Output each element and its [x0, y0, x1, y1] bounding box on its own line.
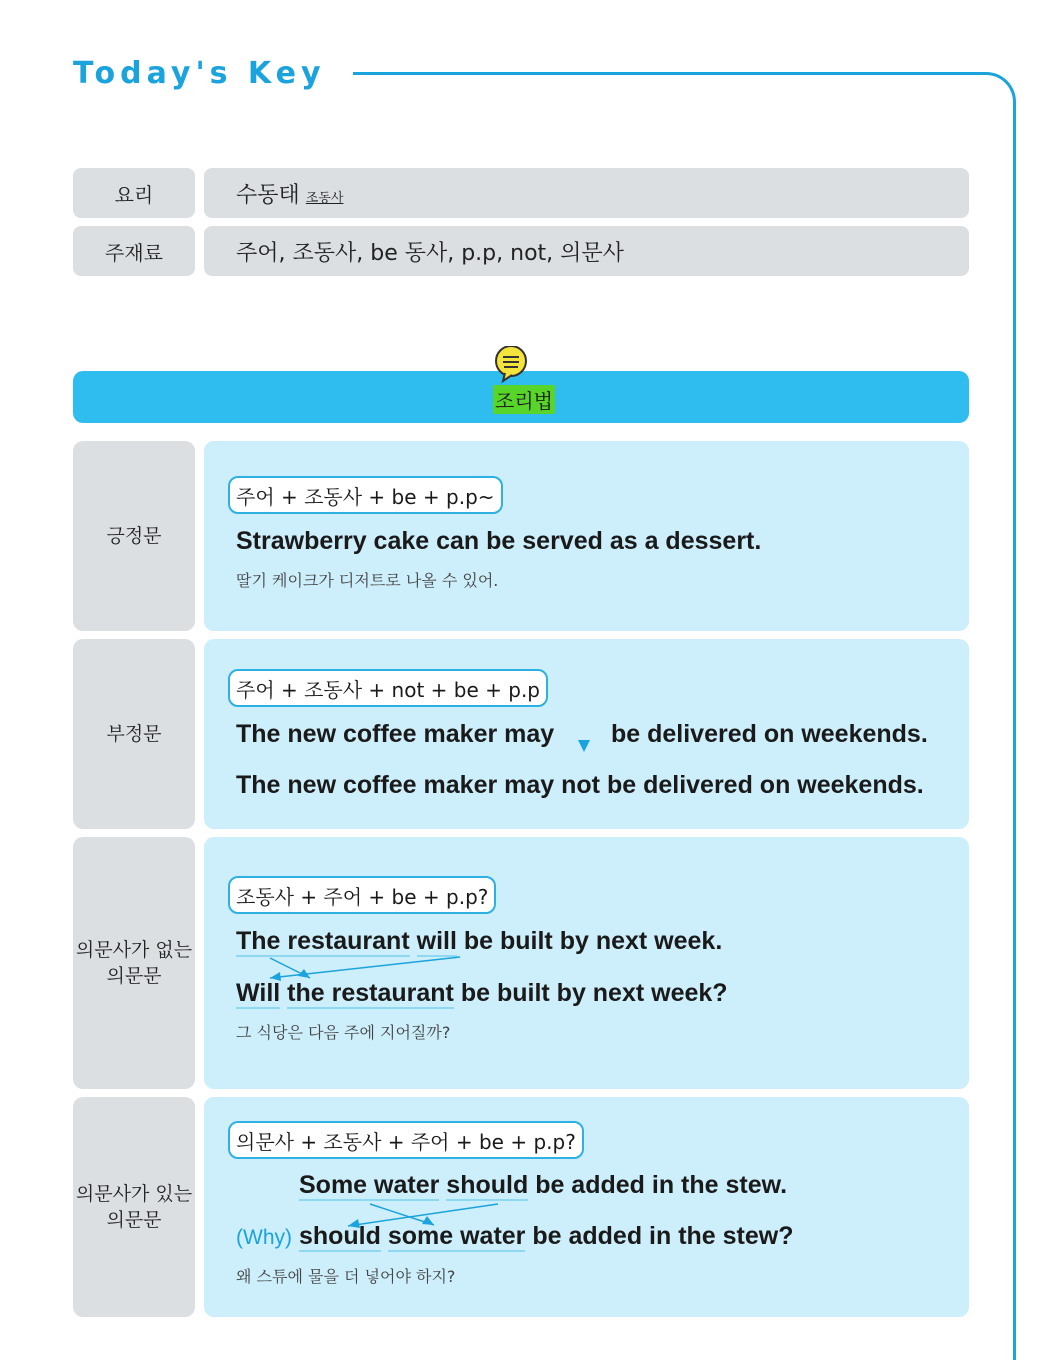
- formula-wh-question: 의문사 + 조동사 + 주어 + be + p.p?: [228, 1121, 584, 1159]
- yesno-s1-modal: will: [416, 927, 457, 955]
- wh-s1-subject: Some water: [299, 1171, 440, 1199]
- info-label-ingredients: 주재료: [73, 226, 195, 276]
- wh-s1-modal: should: [446, 1171, 529, 1199]
- wh-s2-modal: should: [298, 1222, 381, 1250]
- yesno-s1-subject: The restaurant: [236, 927, 410, 955]
- sentence-negative-b: be delivered on weekends.: [611, 720, 928, 748]
- info-dish-text: 수동태: [236, 182, 300, 208]
- wh-s1-rest: be added in the stew.: [535, 1171, 788, 1199]
- wh-s2-rest: be added in the stew?: [532, 1222, 794, 1250]
- row-label-yesno-question: 의문사가 없는 의문문: [73, 837, 195, 1089]
- translation-yesno-question: 그 식당은 다음 주에 지어질까?: [236, 1023, 451, 1042]
- row-label-affirmative: 긍정문: [73, 441, 195, 631]
- yesno-s2-subject: the restaurant: [287, 979, 454, 1007]
- title-divider: [353, 72, 1016, 135]
- speech-bubble-icon: [493, 346, 529, 384]
- wh-s2-subject: some water: [387, 1222, 526, 1250]
- page-title: Today's Key: [73, 56, 326, 91]
- info-label-dish: 요리: [73, 168, 195, 218]
- sentence-wh-question: [236, 1222, 794, 1251]
- sentence-yesno-statement: [236, 927, 722, 956]
- info-value-dish: [204, 168, 969, 218]
- row-label-negative: 부정문: [73, 639, 195, 829]
- info-value-ingredients: 주어, 조동사, be 동사, p.p, not, 의문사: [204, 226, 969, 276]
- yesno-s2-modal: Will: [236, 979, 281, 1007]
- insert-caret-icon: [577, 738, 591, 754]
- translation-wh-question: 왜 스튜에 물을 더 넣어야 하지?: [236, 1267, 456, 1286]
- row-label-wh-question: 의문사가 있는 의문문: [73, 1097, 195, 1317]
- sentence-negative-full: The new coffee maker may not be delivered on weekends.: [236, 771, 924, 799]
- wh-s2-why: (Why): [236, 1226, 292, 1249]
- yesno-s2-rest: be built by next week?: [460, 979, 728, 1007]
- sentence-wh-statement: [299, 1171, 787, 1200]
- formula-negative: 주어 + 조동사 + not + be + p.p: [228, 669, 548, 707]
- info-dish-note: 조동사: [305, 190, 344, 206]
- sentence-affirmative: Strawberry cake can be served as a dessert.: [236, 527, 762, 555]
- formula-yesno-question: 조동사 + 주어 + be + p.p?: [228, 876, 496, 914]
- sentence-yesno-question: [236, 979, 728, 1008]
- sentence-negative-a: The new coffee maker may: [236, 720, 555, 748]
- right-border-line: [1013, 130, 1016, 1360]
- recipe-section-title: 조리법: [493, 385, 555, 414]
- translation-affirmative: 딸기 케이크가 디저트로 나올 수 있어.: [236, 571, 499, 590]
- yesno-s1-rest: be built by next week.: [463, 927, 723, 955]
- formula-affirmative: 주어 + 조동사 + be + p.p~: [228, 476, 503, 514]
